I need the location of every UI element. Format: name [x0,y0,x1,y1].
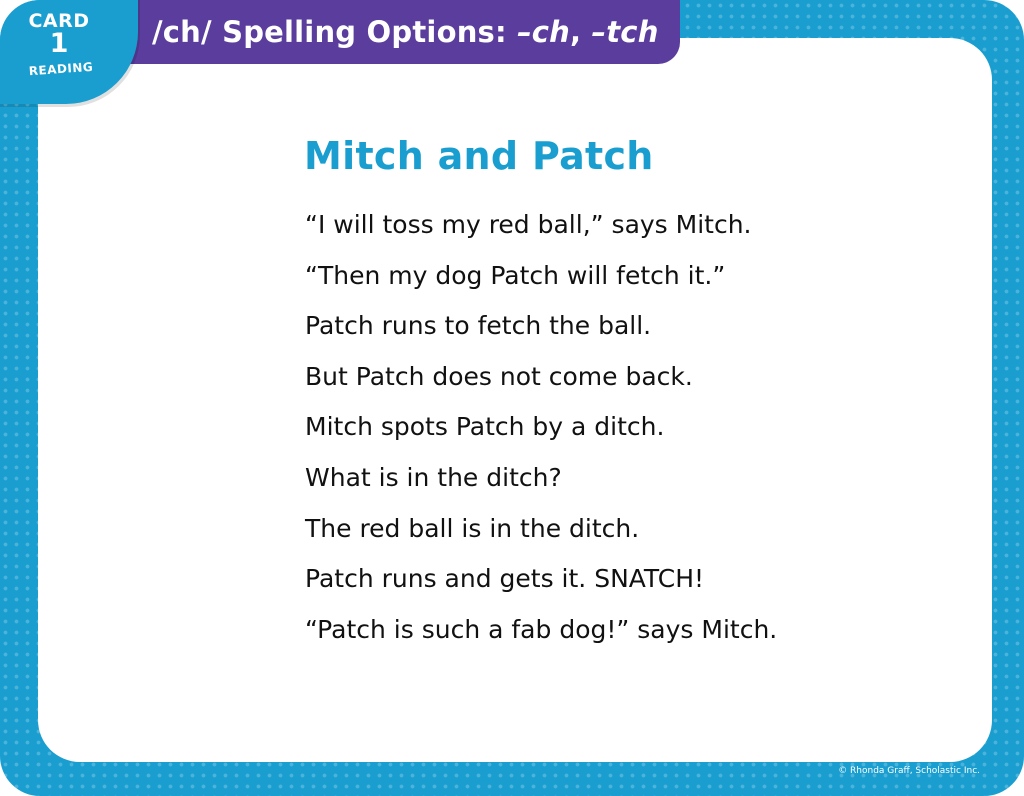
story-line: Patch runs to fetch the ball. [305,311,652,341]
story-text [305,200,777,655]
story-line: The red ball is in the ditch. [305,513,640,543]
story-line: What is in the ditch? [305,462,562,492]
header-separator: , [570,15,592,49]
story-title: Mitch and Patch [304,134,654,178]
story-line: But Patch does not come back. [305,361,693,391]
badge-card-label: CARD [28,10,90,32]
badge-card-number: 1 [49,28,69,59]
header-banner [78,0,680,64]
header-option-ch: –ch [517,15,571,49]
header-option-tch: –tch [591,15,659,49]
copyright-notice: © Rhonda Graff, Scholastic Inc. [838,766,980,776]
story-line: “Patch is such a fab dog!” says Mitch. [305,614,778,644]
content-panel [38,38,992,762]
story-line: “Then my dog Patch will fetch it.” [305,260,726,290]
header-title [152,15,659,49]
header-prefix: /ch/ Spelling Options: [152,15,518,49]
badge-category-label: READING [28,59,94,79]
story-line: Patch runs and gets it. SNATCH! [305,564,705,594]
story-line: Mitch spots Patch by a ditch. [305,412,665,442]
story-line: “I will toss my red ball,” says Mitch. [305,210,752,239]
